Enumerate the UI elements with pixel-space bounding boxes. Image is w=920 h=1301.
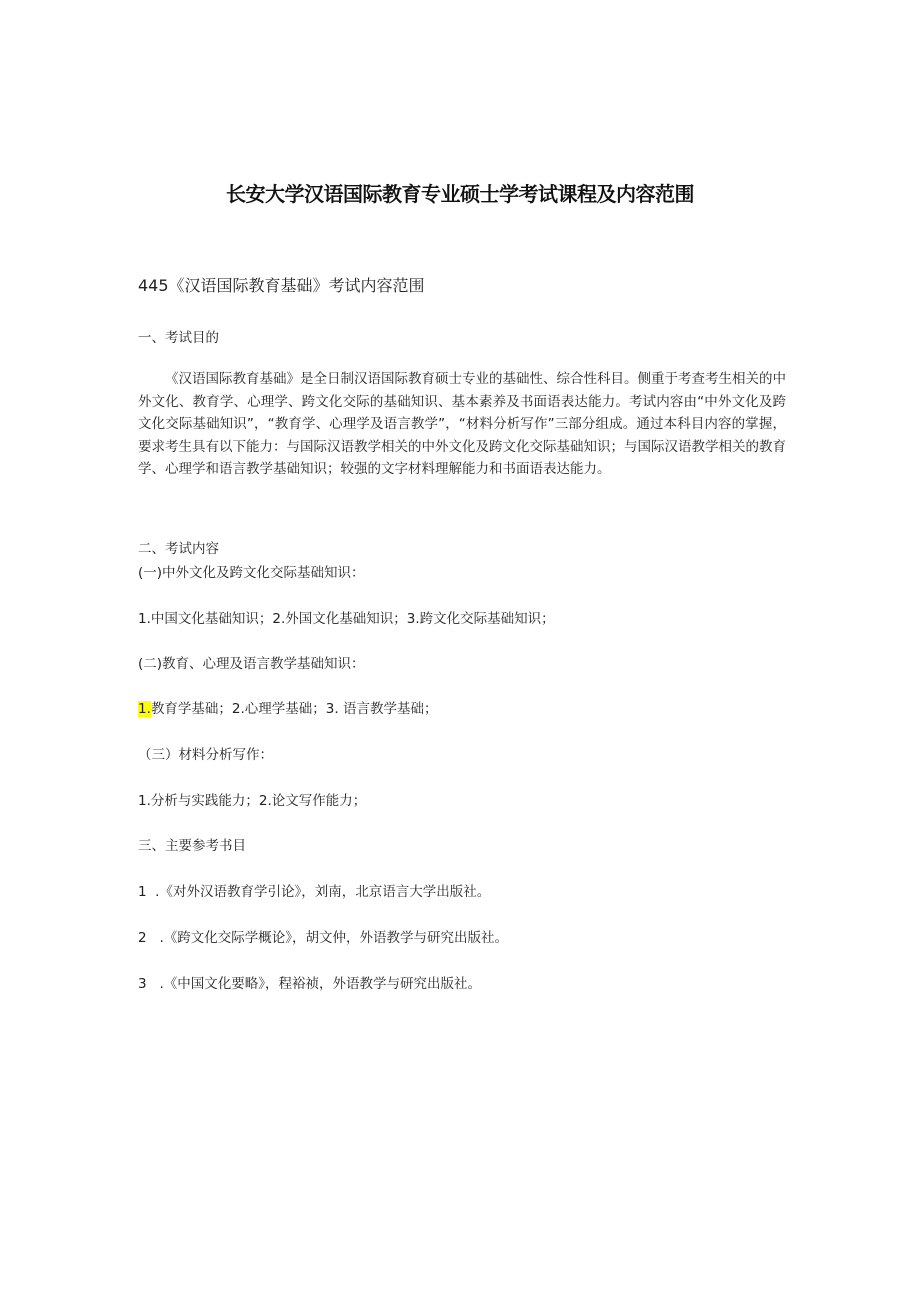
reference-book-item: 2 .《跨文化交际学概论》，胡文仲，外语教学与研究出版社。 (138, 930, 509, 946)
section-heading-references: 三、主要参考书目 (138, 838, 246, 854)
exam-subject-heading: 445《汉语国际教育基础》考试内容范围 (138, 276, 425, 295)
content-part2-items (138, 697, 437, 717)
section-heading-content: 二、考试内容 (138, 541, 219, 557)
purpose-paragraph (138, 368, 786, 481)
content-part2-heading: (二)教育、心理及语言教学基础知识： (138, 656, 365, 672)
section-heading-purpose: 一、考试目的 (138, 330, 219, 346)
content-part3-items: 1.分析与实践能力；2.论文写作能力； (138, 793, 367, 809)
reference-book-item: 3 .《中国文化要略》，程裕祯，外语教学与研究出版社。 (138, 976, 482, 992)
purpose-paragraph-text: 《汉语国际教育基础》是全日制汉语国际教育硕士专业的基础性、综合性科目。侧重于考查考生相关的中外文化、教育学、心理学、跨文化交际的基础知识、基本素养及书面语表达能力。考试内容由“中外文化及跨文化交际基础知识”，“教育学、心理学及语言教学”，“材料分析写作”三部分组成。通过本科目内容的掌握，要求考生具有以下能力：与国际汉语教学相关的中外文化及跨文化交际基础知识；与国际汉语教学相关的教育学、心理学和语言教学基础知识；较强的文字材料理解能力和书面语表达能力。 (138, 371, 786, 478)
document-title: 长安大学汉语国际教育专业硕士学考试课程及内容范围 (226, 182, 694, 206)
reference-book-item: 1 .《对外汉语教育学引论》，刘南，北京语言大学出版社。 (138, 884, 491, 900)
content-part1-items: 1.中国文化基础知识；2.外国文化基础知识；3.跨文化交际基础知识； (138, 611, 555, 627)
highlighted-number: 1. (138, 701, 151, 717)
content-part2-items-text: 教育学基础；2.心理学基础；3. 语言教学基础； (150, 701, 438, 717)
content-part1-heading: (一)中外文化及跨文化交际基础知识： (138, 565, 365, 581)
content-part3-heading: （三）材料分析写作： (138, 747, 273, 763)
